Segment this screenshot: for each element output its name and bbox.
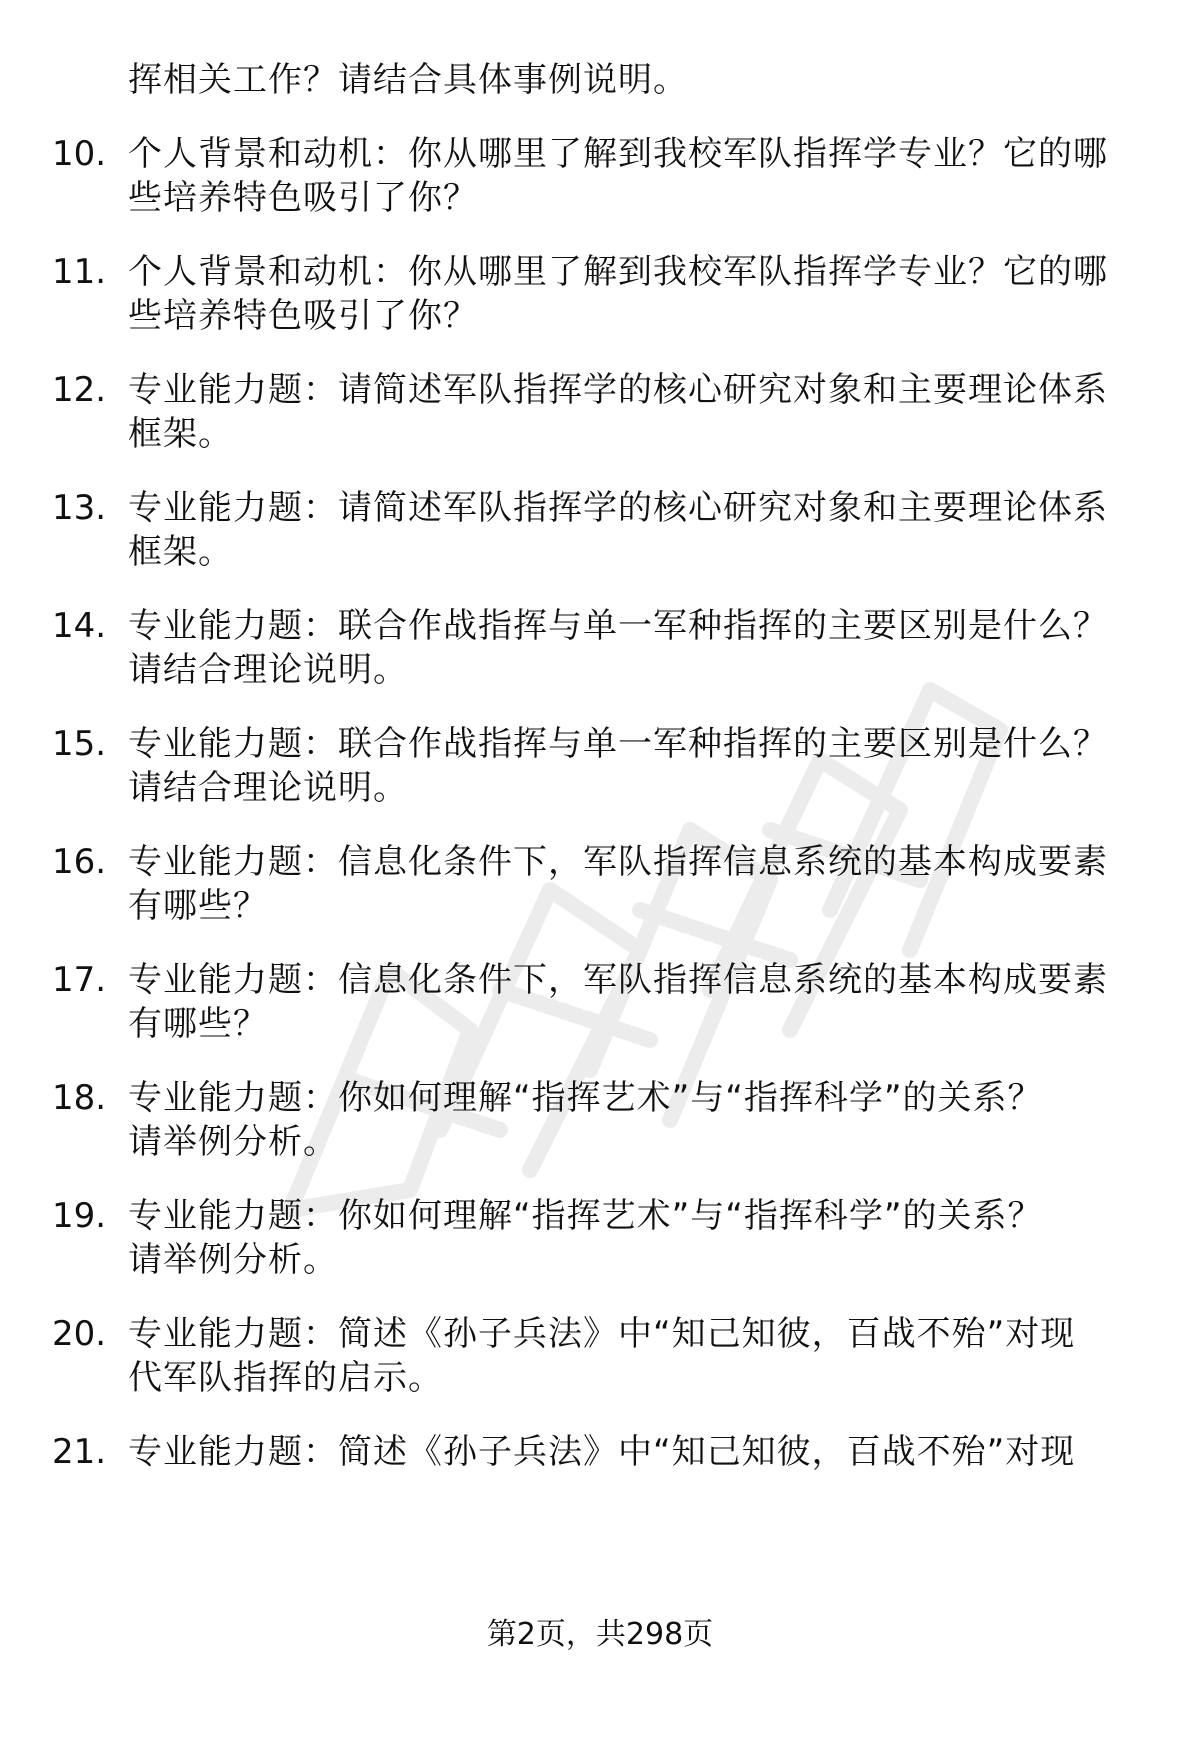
question-21-line-1: 专业能力题：简述《孙子兵法》中“知己知彼，百战不殆”对现 bbox=[128, 1432, 1076, 1472]
question-number-13: 13. bbox=[52, 488, 107, 528]
question-number-14: 14. bbox=[52, 606, 107, 646]
question-11-line-1: 个人背景和动机：你从哪里了解到我校军队指挥学专业？它的哪 bbox=[128, 252, 1108, 292]
question-10-line-1: 个人背景和动机：你从哪里了解到我校军队指挥学专业？它的哪 bbox=[128, 134, 1108, 174]
question-18-line-1: 专业能力题：你如何理解“指挥艺术”与“指挥科学”的关系？ bbox=[128, 1078, 1043, 1118]
question-number-11: 11. bbox=[52, 252, 107, 292]
question-12-line-1: 专业能力题：请简述军队指挥学的核心研究对象和主要理论体系 bbox=[128, 370, 1108, 410]
continued-line: 挥相关工作？请结合具体事例说明。 bbox=[128, 60, 688, 100]
question-13-line-1: 专业能力题：请简述军队指挥学的核心研究对象和主要理论体系 bbox=[128, 488, 1108, 528]
question-20-line-1: 专业能力题：简述《孙子兵法》中“知己知彼，百战不殆”对现 bbox=[128, 1314, 1076, 1354]
question-number-18: 18. bbox=[52, 1078, 107, 1118]
question-17-line-2: 有哪些？ bbox=[128, 1004, 268, 1044]
question-number-10: 10. bbox=[52, 134, 107, 174]
question-17-line-1: 专业能力题：信息化条件下，军队指挥信息系统的基本构成要素 bbox=[128, 960, 1108, 1000]
question-number-20: 20. bbox=[52, 1314, 107, 1354]
question-19-line-1: 专业能力题：你如何理解“指挥艺术”与“指挥科学”的关系？ bbox=[128, 1196, 1043, 1236]
page-footer: 第2页，共298页 bbox=[486, 1617, 714, 1652]
question-10-line-2: 些培养特色吸引了你？ bbox=[128, 178, 478, 218]
question-number-17: 17. bbox=[52, 960, 107, 1000]
question-number-12: 12. bbox=[52, 370, 107, 410]
question-13-line-2: 框架。 bbox=[128, 532, 233, 572]
question-18-line-2: 请举例分析。 bbox=[128, 1122, 338, 1162]
question-14-line-1: 专业能力题：联合作战指挥与单一军种指挥的主要区别是什么？ bbox=[128, 606, 1108, 646]
question-number-19: 19. bbox=[52, 1196, 107, 1236]
question-15-line-1: 专业能力题：联合作战指挥与单一军种指挥的主要区别是什么？ bbox=[128, 724, 1108, 764]
question-20-line-2: 代军队指挥的启示。 bbox=[128, 1358, 443, 1398]
question-number-15: 15. bbox=[52, 724, 107, 764]
question-15-line-2: 请结合理论说明。 bbox=[128, 768, 408, 808]
question-11-line-2: 些培养特色吸引了你？ bbox=[128, 296, 478, 336]
question-12-line-2: 框架。 bbox=[128, 414, 233, 454]
question-number-16: 16. bbox=[52, 842, 107, 882]
question-16-line-1: 专业能力题：信息化条件下，军队指挥信息系统的基本构成要素 bbox=[128, 842, 1108, 882]
question-19-line-2: 请举例分析。 bbox=[128, 1240, 338, 1280]
question-16-line-2: 有哪些？ bbox=[128, 886, 268, 926]
question-14-line-2: 请结合理论说明。 bbox=[128, 650, 408, 690]
question-number-21: 21. bbox=[52, 1432, 107, 1472]
